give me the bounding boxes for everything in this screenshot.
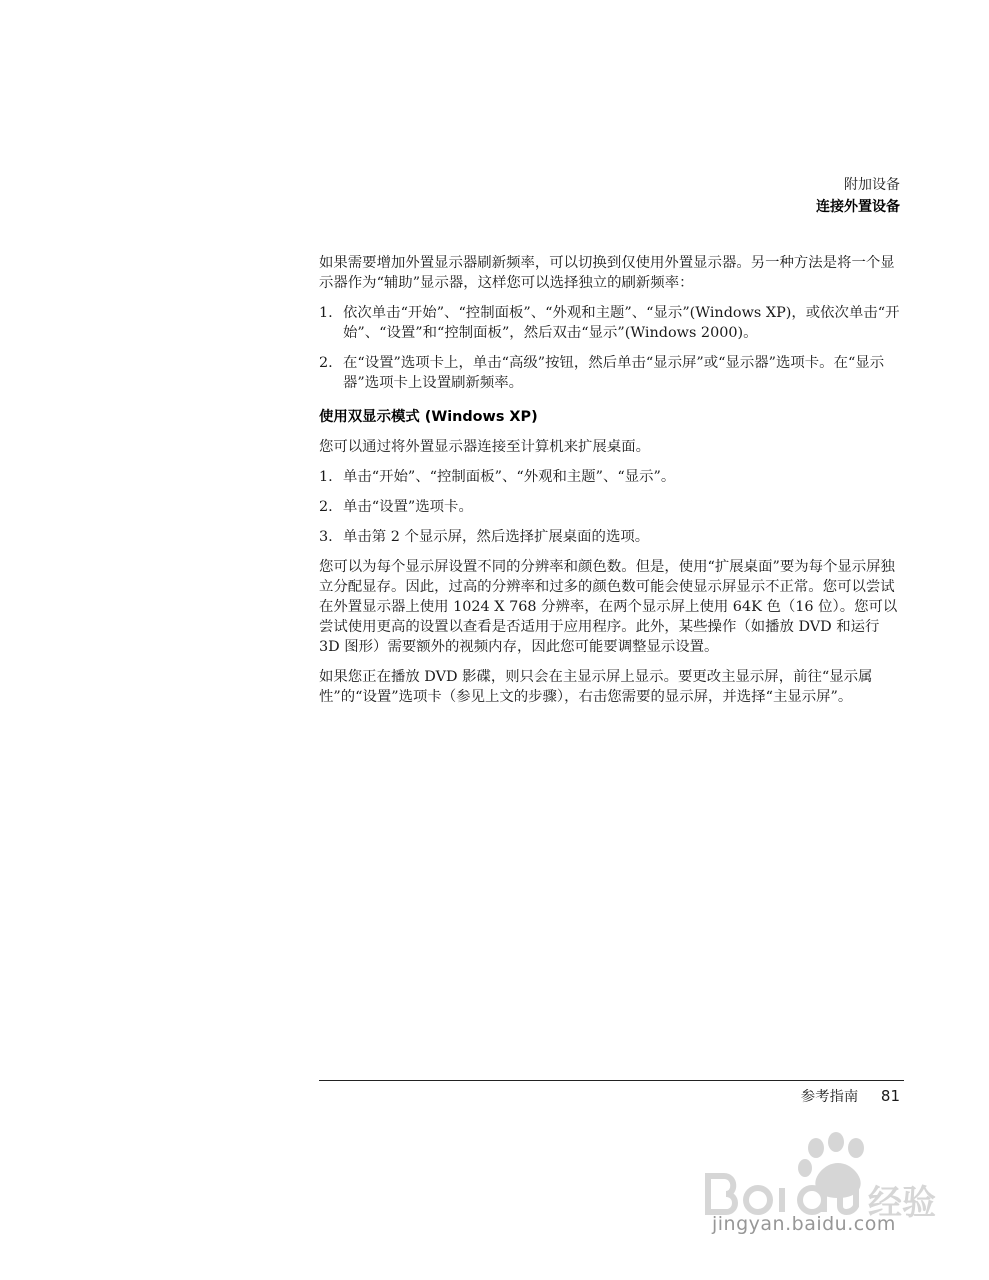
intro-paragraph: 如果需要增加外置显示器刷新频率，可以切换到仅使用外置显示器。另一种方法是将一个显示器作为“辅助”显示器，这样您可以选择独立的刷新频率： bbox=[319, 255, 895, 291]
watermark-logo-text: 经验 bbox=[868, 1183, 936, 1223]
section-title: 连接外置设备 bbox=[816, 199, 900, 215]
list-text: 单击“开始”、“控制面板”、“外观和主题”、“显示”。 bbox=[343, 469, 676, 485]
footer-divider bbox=[319, 1080, 904, 1081]
list-text: 依次单击“开始”、“控制面板”、“外观和主题”、“显示”(Windows XP)，或依次单击“开始”、“设置”和“控制面板”，然后双击“显示”(Windows 2000)。 bbox=[343, 305, 900, 341]
list-number: 2. bbox=[319, 355, 333, 371]
book-title: 参考指南 bbox=[800, 1089, 859, 1105]
list-number: 1. bbox=[319, 469, 333, 485]
list-item bbox=[319, 467, 904, 487]
chapter-title: 附加设备 bbox=[844, 177, 900, 193]
list-text: 单击“设置”选项卡。 bbox=[343, 499, 473, 515]
list-number: 1. bbox=[319, 305, 333, 321]
page-number: 81 bbox=[880, 1087, 900, 1105]
list-text: 在“设置”选项卡上，单击“高级”按钮，然后单击“显示屏”或“显示器”选项卡。在“显示器”选项卡上设置刷新频率。 bbox=[343, 355, 885, 391]
page-body bbox=[319, 253, 904, 717]
list-item bbox=[319, 303, 904, 343]
dual-display-heading: 使用双显示模式 (Windows XP) bbox=[319, 409, 538, 425]
dual-display-intro: 您可以通过将外置显示器连接至计算机来扩展桌面。 bbox=[319, 439, 650, 455]
resolution-paragraph: 您可以为每个显示屏设置不同的分辨率和颜色数。但是，使用“扩展桌面”要为每个显示屏独立分配显存。因此，过高的分辨率和过多的颜色数可能会使显示屏显示不正常。您可以尝试在外置显示器上使用 1024 X 768 分辨率，在两个显示屏上使用 64K 色（16 位）。您可以尝试使用更高的设置以查看是否适用于应用程序。此外，某些操作（如播放 DVD 和运行 3D 图形）需要额外的视频内存，因此您可能要调整显示设置。 bbox=[319, 559, 898, 655]
list-text: 单击第 2 个显示屏，然后选择扩展桌面的选项。 bbox=[343, 529, 650, 545]
page-footer bbox=[801, 1086, 900, 1107]
list-number: 2. bbox=[319, 499, 333, 515]
running-header bbox=[816, 174, 900, 218]
list-item bbox=[319, 497, 904, 517]
dvd-paragraph: 如果您正在播放 DVD 影碟，则只会在主显示屏上显示。要更改主显示屏，前往“显示属性”的“设置”选项卡（参见上文的步骤），右击您需要的显示屏，并选择“主显示屏”。 bbox=[319, 669, 873, 705]
watermark-url: jingyan.baidu.com bbox=[712, 1213, 896, 1235]
list-item bbox=[319, 353, 904, 393]
list-number: 3. bbox=[319, 529, 333, 545]
list-item bbox=[319, 527, 904, 547]
